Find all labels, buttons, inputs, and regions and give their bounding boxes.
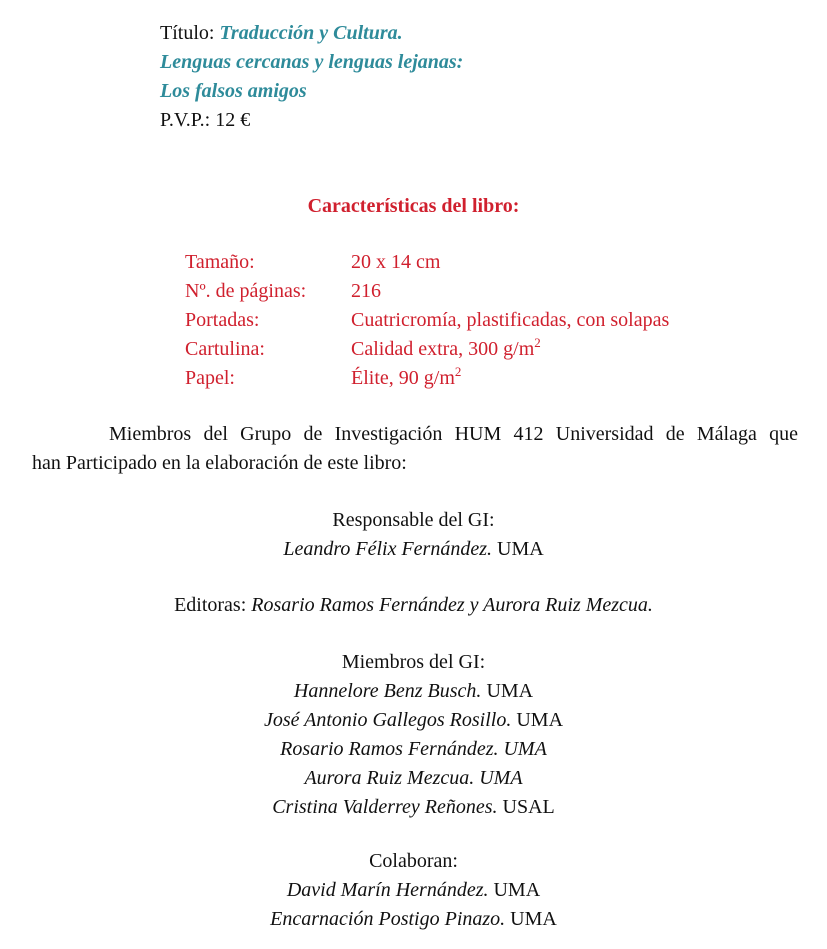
- editors-names: Rosario Ramos Fernández y Aurora Ruiz Mezcua.: [251, 594, 653, 616]
- price-label: P.V.P.:: [160, 109, 216, 131]
- spec-value-text: 20 x 14 cm: [351, 251, 441, 273]
- person-name: Hannelore Benz Busch.: [293, 680, 482, 702]
- person-name: Encarnación Postigo Pinazo.: [270, 908, 506, 930]
- spec-value: [351, 277, 381, 306]
- responsible-section: [0, 506, 827, 564]
- members-heading: Miembros del GI:: [341, 651, 486, 673]
- responsible-heading: Responsable del GI:: [332, 509, 495, 531]
- person-affiliation: UMA: [481, 680, 534, 702]
- spec-value: [351, 364, 461, 393]
- person-affiliation: UMA: [492, 538, 544, 560]
- spec-value: [351, 306, 669, 335]
- price-value: 12 €: [215, 109, 251, 131]
- spec-label: Cartulina:: [185, 338, 265, 360]
- collaborators-section: [0, 847, 827, 934]
- title-line: [160, 19, 463, 48]
- collaborator-item: [0, 905, 827, 934]
- member-item: [0, 764, 827, 793]
- person-name: José Antonio Gallegos Rosillo.: [263, 709, 512, 731]
- person-affiliation: USAL: [497, 796, 555, 818]
- collaborator-item: [0, 876, 827, 905]
- person-name: Cristina Valderrey Reñones.: [272, 796, 498, 818]
- book-title-line-3: Los falsos amigos: [160, 80, 307, 102]
- member-item: [0, 735, 827, 764]
- person-name: Rosario Ramos Fernández. UMA: [280, 738, 547, 760]
- responsible-person: [0, 535, 827, 564]
- spec-value-text: Cuatricromía, plastificadas, con solapas: [351, 309, 670, 331]
- spec-label: Papel:: [185, 367, 235, 389]
- title-label: Título:: [160, 22, 220, 44]
- spec-value: [351, 335, 541, 364]
- person-name: Aurora Ruiz Mezcua. UMA: [304, 767, 523, 789]
- specs-heading: Características del libro:: [307, 195, 520, 217]
- spec-value-text: 216: [351, 280, 381, 302]
- spec-value: [351, 248, 440, 277]
- member-item: [0, 706, 827, 735]
- intro-line-1: Miembros del Grupo de Investigación HUM 412 Universidad de Málaga que: [109, 423, 798, 445]
- title-block: [160, 19, 463, 135]
- superscript: 2: [534, 335, 541, 350]
- superscript: 2: [454, 364, 462, 379]
- book-title-line-1: Traducción y Cultura.: [219, 22, 403, 44]
- person-affiliation: UMA: [488, 879, 541, 901]
- member-item: [0, 793, 827, 822]
- person-affiliation: UMA: [511, 709, 564, 731]
- spec-label: Portadas:: [185, 309, 260, 331]
- members-section: [0, 648, 827, 822]
- spec-label: Nº. de páginas:: [185, 280, 307, 302]
- person-affiliation: UMA: [505, 908, 557, 930]
- member-item: [0, 677, 827, 706]
- book-title-line-2: Lenguas cercanas y lenguas lejanas:: [160, 51, 464, 73]
- intro-line-2: han Participado en la elaboración de este libro:: [32, 452, 407, 474]
- editors-label: Editoras:: [174, 594, 252, 616]
- person-name: Leandro Félix Fernández.: [283, 538, 492, 560]
- editors-line: [0, 591, 827, 620]
- price-line: [160, 106, 463, 135]
- spec-value-text: Élite, 90 g/m: [351, 367, 455, 389]
- spec-label: Tamaño:: [185, 251, 255, 273]
- intro-paragraph: [32, 420, 798, 478]
- collaborators-heading: Colaboran:: [369, 850, 458, 872]
- person-name: David Marín Hernández.: [286, 879, 489, 901]
- spec-value-text: Calidad extra, 300 g/m: [351, 338, 535, 360]
